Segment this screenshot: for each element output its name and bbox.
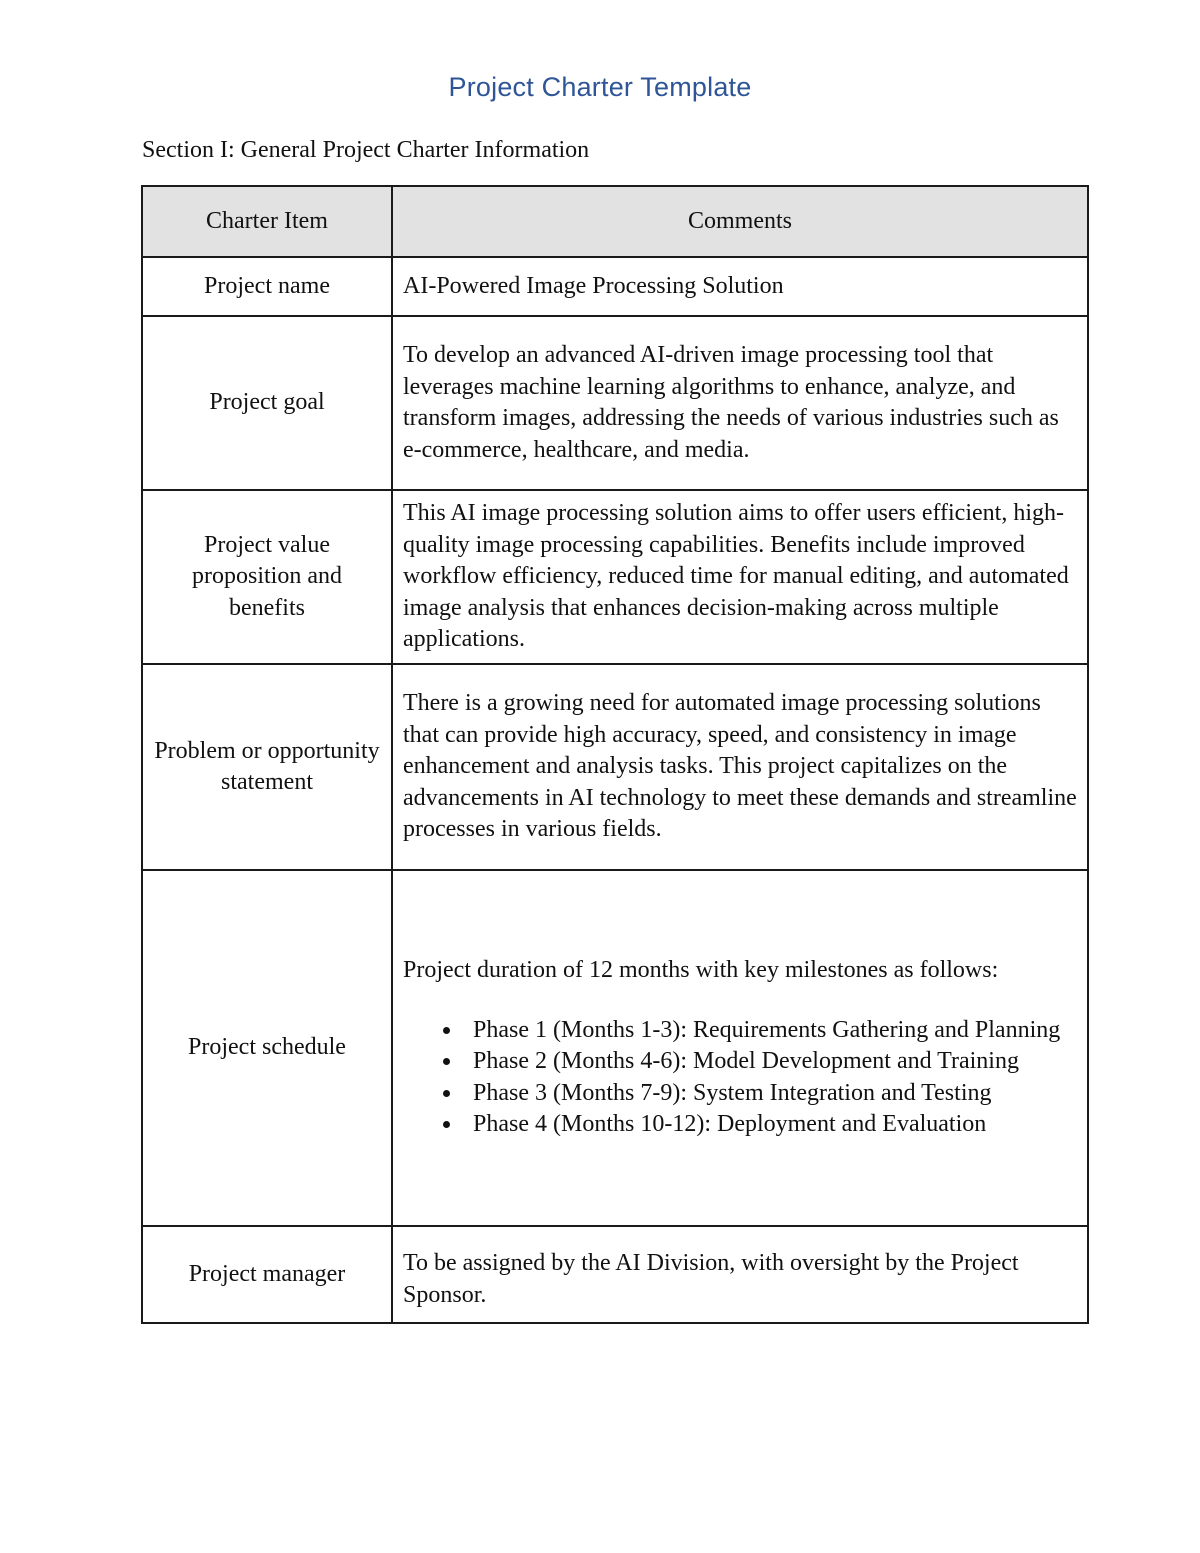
row-label-problem-statement: Problem or opportunity statement	[142, 664, 392, 870]
document-title: Project Charter Template	[448, 72, 752, 102]
table-row	[142, 1226, 1088, 1323]
row-comment-value-proposition: This AI image processing solution aims to offer users efficient, high-quality image processing capabilities. Benefits include improved workflow efficiency, reduced time for manual editing, and automated image analysis that enhances decision-making across multiple applications.	[392, 490, 1088, 664]
header-comments: Comments	[392, 186, 1088, 257]
row-comment-project-goal: To develop an advanced AI-driven image processing tool that leverages machine learning algorithms to enhance, analyze, and transform images, addressing the needs of various industries such as e-commerce, healthcare, and media.	[392, 316, 1088, 490]
charter-table	[141, 185, 1089, 1324]
phase-item: • Phase 2 (Months 4-6): Model Development and Training	[463, 1046, 1077, 1078]
row-label-project-name: Project name	[142, 257, 392, 316]
row-label-value-proposition: Project value proposition and benefits	[142, 490, 392, 664]
header-charter-item: Charter Item	[142, 186, 392, 257]
row-comment-project-schedule	[392, 870, 1088, 1226]
phase-item: • Phase 1 (Months 1-3): Requirements Gathering and Planning	[463, 1015, 1077, 1047]
phase-item: • Phase 3 (Months 7-9): System Integration and Testing	[463, 1078, 1077, 1110]
table-row	[142, 257, 1088, 316]
row-comment-project-manager: To be assigned by the AI Division, with oversight by the Project Sponsor.	[392, 1226, 1088, 1323]
table-row	[142, 490, 1088, 664]
section-heading: Section I: General Project Charter Information	[142, 137, 590, 163]
schedule-intro: Project duration of 12 months with key milestones as follows:	[403, 957, 999, 984]
row-comment-problem-statement: There is a growing need for automated image processing solutions that can provide high accuracy, speed, and consistency in image enhancement and analysis tasks. This project capitalizes on the advancements in AI technology to meet these demands and streamline processes in various fields.	[392, 664, 1088, 870]
row-label-project-goal: Project goal	[142, 316, 392, 490]
row-label-project-schedule: Project schedule	[142, 870, 392, 1226]
table-row	[142, 664, 1088, 870]
row-comment-project-name: AI-Powered Image Processing Solution	[392, 257, 1088, 316]
row-label-project-manager: Project manager	[142, 1226, 392, 1323]
table-row	[142, 870, 1088, 1226]
table-row	[142, 316, 1088, 490]
phase-list	[403, 1015, 1077, 1141]
phase-item: • Phase 4 (Months 10-12): Deployment and Evaluation	[463, 1109, 1077, 1141]
table-header-row	[142, 186, 1088, 257]
